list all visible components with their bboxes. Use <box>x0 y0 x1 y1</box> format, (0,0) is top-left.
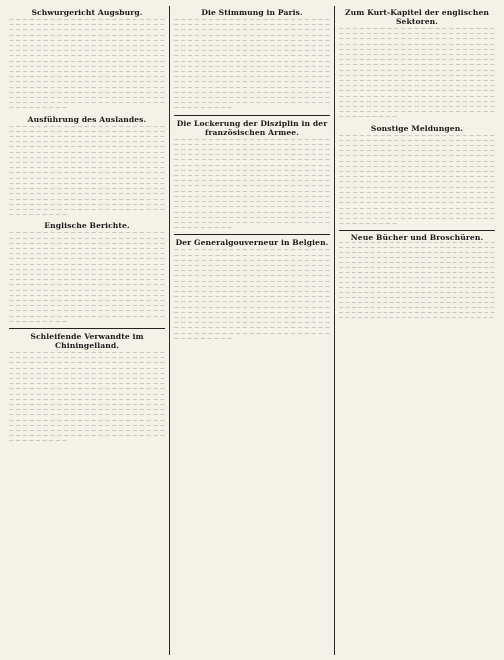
article-body: — — — — — — — — — — — — — — — — — — — — — — — — — — — — — — — — — — — — — — — — — — — — — — — — — — — — — — — — — — — — — — — — — — — — — — — — — — — — — — — — — — — — — — — — — — — — — — — — — — — — — — — — — — — — — — — — — — — — — — — — — — — — — — — — — — — — — — — — — — — — — — — — — — — — — — — — — — — — — — — — — — — — — — — — — — — — — — — — — — — — — — — — — — — — — — — — — — — — — — — — — — — — — — — — — — — — — — — — — — — — — — — — — — — — — — — — — — — — — — — — — — — — — — — — — — — — — — — — — — — — — — — — — — — — — — — — — — — — — — — — — — — — — — — — — — — — — — — — — — — — — — — — — — — — — — — — — — — — — — — — — — — — — — — — — — — — — — — — — — — — — — — — — — — — — — — — — — — — — — — — — — — — — — — — — — — — — — — — — — — — — — — — — — — — — — — — — — — — — — — — <box>174 137 330 232</box>
article-body: — — — — — — — — — — — — — — — — — — — — — — — — — — — — — — — — — — — — — — — — — — — — — — — — — — — — — — — — — — — — — — — — — — — — — — — — — — — — — — — — — — — — — — — — — — — — — — — — — — — — — — — — — — — — — — — — — — — — — — — — — — — — — — — — — — — — — — — — — — — — — — — — — — — — — — — — — — — — — — — — — — — — — — — — — — — — — — — — — — — — — — — — — — — — — — — — — — — — — — — — — — — — — — — — — — — — — — — — — — — — — — — — — — — — — — — — — — — — — — — — — — — — — — — — — — — — — — — — — — — — — — — — — — — — — — — — — — — — — — — — — — — — — — — — — — — — — — — — — — — — — — — — — — — — — — — — — — — — — — — — — — — — — — — — — — — — — — — — — — — — — — — — — — — — — — — — — — — — — — — — — — — — — — — — — — — — — — — — — — — — — — — — — — — — — — — — — — — — — — — — <box>339 241 495 322</box>
article-headline: Sonstige Meldungen. <box>370 123 464 133</box>
column-2 <box>170 6 335 655</box>
article-headline: Die Stimmung in Paris. <box>201 8 303 17</box>
article-headline: Der Generalgouverneur in Belgien. <box>175 238 329 248</box>
article-body: — — — — — — — — — — — — — — — — — — — — — — — — — — — — — — — — — — — — — — — — — — — — — — — — — — — — — — — — — — — — — — — — — — — — — — — — — — — — — — — — — — — — — — — — — — — — — — — — — — — — — — — — — — — — — — — — — — — — — — — — — — — — — — — — — — — — — — — — — — — — — — — — — — — — — — — — — — — — — — — — — — — — — — — — — — — — — — — — — — — — — — — — — — — — — — — — — — — — — — — — — — — — — — — — — — — — — — — — — — — — — — — — — — — — — — — — — — — — — — — — — — — — — — — — — — — — — — — — — — — — — — — — — — — — — — — — — — — — — — — — — — — — — — — — — — — — — — — — — — — — — — — — — — — — — — — — — — — — — — — — — — — — — — — — — — — — — — — — — — — — — — — — — — — — — — — — — — — — — — — — — — — — — — — — — — — — — — — — — — — — — — — — — — — — — — — — — — — — — — — — <box>9 231 165 325</box>
column-divider-rule <box>9 328 165 329</box>
article <box>174 238 330 342</box>
book-listings <box>339 230 495 321</box>
column-1 <box>5 6 170 655</box>
article-headline: Zum Kurt-Kapitel der englischen Sektoren. <box>344 8 490 26</box>
article-body: — — — — — — — — — — — — — — — — — — — — — — — — — — — — — — — — — — — — — — — — — — — — — — — — — — — — — — — — — — — — — — — — — — — — — — — — — — — — — — — — — — — — — — — — — — — — — — — — — — — — — — — — — — — — — — — — — — — — — — — — — — — — — — — — — — — — — — — — — — — — — — — — — — — — — — — — — — — — — — — — — — — — — — — — — — — — — — — — — — — — — — — — — — — — — — — — — — — — — — — — — — — — — — — — — — — — — — — — — — — — — — — — — — — — — — — — — — — — — — — — — — — — — — — — — — — — — — — — — — — — — — — — — — — — — — — — — — — — — — — — — — — — — — — — — — — — — — — — — — — — — — — — — — — — — — — — — — — — — — — — — — — — — — — — — — — — — — — — — — — — — — — — — — — — — — — — — — — — — — — — — — — — — — — — — — — — — — — — — — — — — — — — — — — — — — — — — — — — — — — — <box>9 18 165 112</box>
article-body: — — — — — — — — — — — — — — — — — — — — — — — — — — — — — — — — — — — — — — — — — — — — — — — — — — — — — — — — — — — — — — — — — — — — — — — — — — — — — — — — — — — — — — — — — — — — — — — — — — — — — — — — — — — — — — — — — — — — — — — — — — — — — — — — — — — — — — — — — — — — — — — — — — — — — — — — — — — — — — — — — — — — — — — — — — — — — — — — — — — — — — — — — — — — — — — — — — — — — — — — — — — — — — — — — — — — — — — — — — — — — — — — — — — — — — — — — — — — — — — — — — — — — — — — — — — — — — — — — — — — — — — — — — — — — — — — — — — — — — — — — — — — — — — — — — — — — — — — — — — — — — — — — — — — — — — — — — — — — — — — — — — — — — — — — — — — — — — — — — — — — — — — — — — — — — — — — — — — — — — — — — — — — — — — — — — — — — — — — — — — — — — — — — — — — — — — — — — — — — — — <box>174 18 330 112</box>
article <box>9 221 165 325</box>
article <box>174 119 330 232</box>
article <box>9 8 165 112</box>
article-headline: Schwurgericht Augsburg. <box>31 8 143 17</box>
column-divider-rule <box>174 115 330 116</box>
article-headline: Neue Bücher und Broschüren. <box>350 233 484 243</box>
article-body: — — — — — — — — — — — — — — — — — — — — — — — — — — — — — — — — — — — — — — — — — — — — — — — — — — — — — — — — — — — — — — — — — — — — — — — — — — — — — — — — — — — — — — — — — — — — — — — — — — — — — — — — — — — — — — — — — — — — — — — — — — — — — — — — — — — — — — — — — — — — — — — — — — — — — — — — — — — — — — — — — — — — — — — — — — — — — — — — — — — — — — — — — — — — — — — — — — — — — — — — — — — — — — — — — — — — — — — — — — — — — — — — — — — — — — — — — — — — — — — — — — — — — — — — — — — — — — — — — — — — — — — — — — — — — — — — — — — — — — — — — — — — — — — — — — — — — — — — — — — — — — — — — — — — — — — — — — — — — — — — — — — — — — — — — — — — — — — — — — — — — — — — — — — — — — — — — — — — — — — — — — — — — — — — — — — — — — — — — — — — — — — — — — — — — — — — — — — — — — — — <box>174 248 330 342</box>
article-headline: Die Lockerung der Disziplin in der französischen Armee. <box>176 118 328 137</box>
article-body: — — — — — — — — — — — — — — — — — — — — — — — — — — — — — — — — — — — — — — — — — — — — — — — — — — — — — — — — — — — — — — — — — — — — — — — — — — — — — — — — — — — — — — — — — — — — — — — — — — — — — — — — — — — — — — — — — — — — — — — — — — — — — — — — — — — — — — — — — — — — — — — — — — — — — — — — — — — — — — — — — — — — — — — — — — — — — — — — — — — — — — — — — — — — — — — — — — — — — — — — — — — — — — — — — — — — — — — — — — — — — — — — — — — — — — — — — — — — — — — — — — — — — — — — — — — — — — — — — — — — — — — — — — — — — — — — — — — — — — — — — — — — — — — — — — — — — — — — — — — — — — — — — — — — — — — — — — — — — — — — — — — — — — — — — — — — — — — — — — — — — — — — — — — — — — — — — — — — — — — — — — — — — — — — — — — — — — — — — — — — — — — — — — — — — — — — — — — — — — — — <box>339 133 495 228</box>
column-3 <box>335 6 499 655</box>
article-headline: Ausführung des Auslandes. <box>27 114 147 124</box>
article-body: — — — — — — — — — — — — — — — — — — — — — — — — — — — — — — — — — — — — — — — — — — — — — — — — — — — — — — — — — — — — — — — — — — — — — — — — — — — — — — — — — — — — — — — — — — — — — — — — — — — — — — — — — — — — — — — — — — — — — — — — — — — — — — — — — — — — — — — — — — — — — — — — — — — — — — — — — — — — — — — — — — — — — — — — — — — — — — — — — — — — — — — — — — — — — — — — — — — — — — — — — — — — — — — — — — — — — — — — — — — — — — — — — — — — — — — — — — — — — — — — — — — — — — — — — — — — — — — — — — — — — — — — — — — — — — — — — — — — — — — — — — — — — — — — — — — — — — — — — — — — — — — — — — — — — — — — — — — — — — — — — — — — — — — — — — — — — — — — — — — — — — — — — — — — — — — — — — — — — — — — — — — — — — — — — — — — — — — — — — — — — — — — — — — — — — — — — — — — — — — — <box>9 350 165 445</box>
column-divider-rule <box>174 234 330 235</box>
article <box>174 8 330 112</box>
column-layout <box>5 6 499 655</box>
article <box>339 124 495 228</box>
article <box>339 8 495 121</box>
article-headline: Englische Berichte. <box>44 221 130 231</box>
article <box>9 332 165 445</box>
article-body: — — — — — — — — — — — — — — — — — — — — — — — — — — — — — — — — — — — — — — — — — — — — — — — — — — — — — — — — — — — — — — — — — — — — — — — — — — — — — — — — — — — — — — — — — — — — — — — — — — — — — — — — — — — — — — — — — — — — — — — — — — — — — — — — — — — — — — — — — — — — — — — — — — — — — — — — — — — — — — — — — — — — — — — — — — — — — — — — — — — — — — — — — — — — — — — — — — — — — — — — — — — — — — — — — — — — — — — — — — — — — — — — — — — — — — — — — — — — — — — — — — — — — — — — — — — — — — — — — — — — — — — — — — — — — — — — — — — — — — — — — — — — — — — — — — — — — — — — — — — — — — — — — — — — — — — — — — — — — — — — — — — — — — — — — — — — — — — — — — — — — — — — — — — — — — — — — — — — — — — — — — — — — — — — — — — — — — — — — — — — — — — — — — — — — — — — — — — — — — — — <box>339 27 495 121</box>
article-body: — — — — — — — — — — — — — — — — — — — — — — — — — — — — — — — — — — — — — — — — — — — — — — — — — — — — — — — — — — — — — — — — — — — — — — — — — — — — — — — — — — — — — — — — — — — — — — — — — — — — — — — — — — — — — — — — — — — — — — — — — — — — — — — — — — — — — — — — — — — — — — — — — — — — — — — — — — — — — — — — — — — — — — — — — — — — — — — — — — — — — — — — — — — — — — — — — — — — — — — — — — — — — — — — — — — — — — — — — — — — — — — — — — — — — — — — — — — — — — — — — — — — — — — — — — — — — — — — — — — — — — — — — — — — — — — — — — — — — — — — — — — — — — — — — — — — — — — — — — — — — — — — — — — — — — — — — — — — — — — — — — — — — — — — — — — — — — — — — — — — — — — — — — — — — — — — — — — — — — — — — — — — — — — — — — — — — — — — — — — — — — — — — — — — — — — — — — — — — — — — <box>9 124 165 219</box>
article <box>9 115 165 219</box>
article-headline: Schleifende Verwandte im Chiningelland. <box>30 331 144 350</box>
